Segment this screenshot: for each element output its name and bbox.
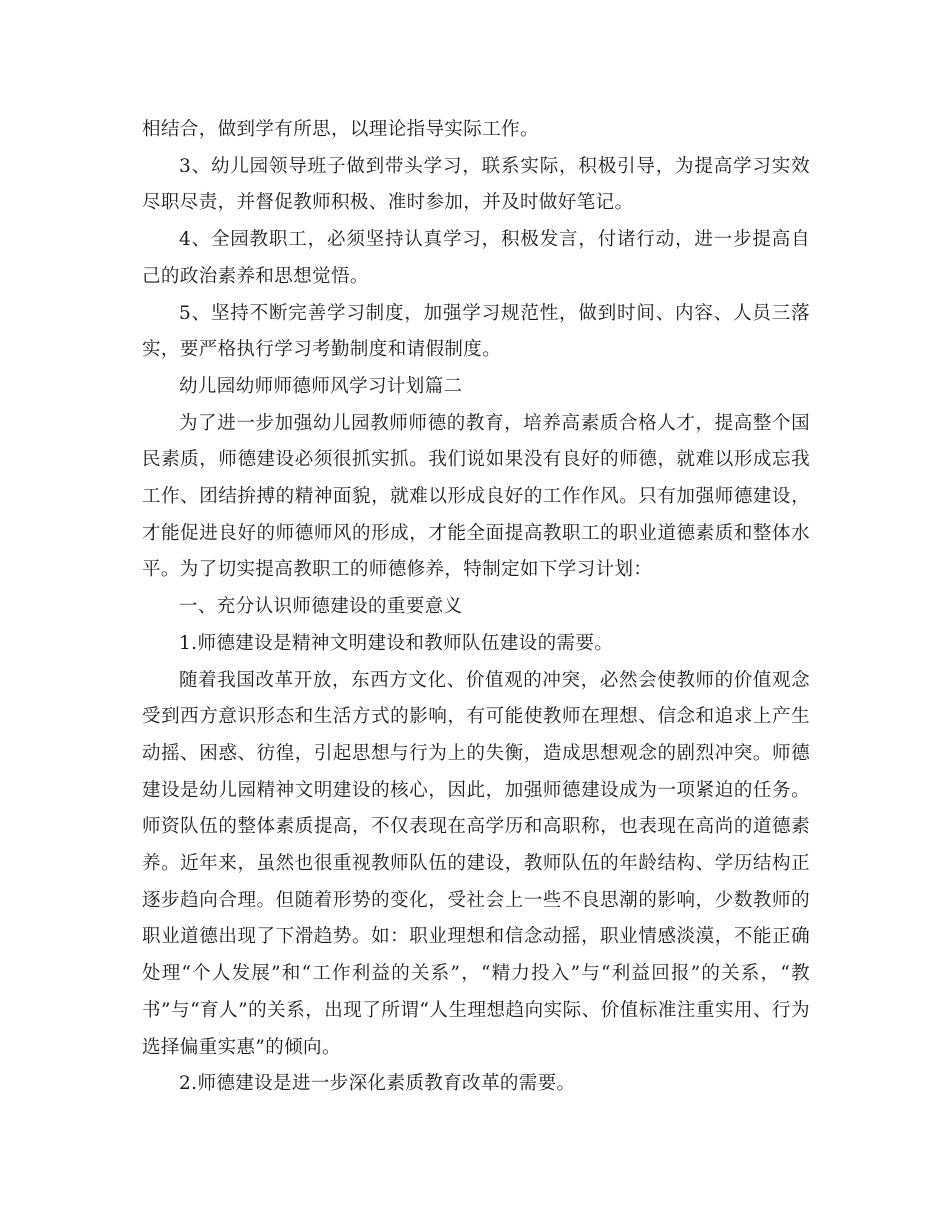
paragraph-item-5: 5、坚持不断完善学习制度，加强学习规范性，做到时间、内容、人员三落实，要严格执行学习考勤制度和请假制度。 [142, 302, 810, 361]
section-title: 幼儿园幼师师德师风学习计划篇二 [179, 375, 463, 397]
document-body [142, 112, 810, 1103]
paragraph-item-3: 3、幼儿园领导班子做到带头学习，联系实际，积极引导，为提高学习实效尽职尽责，并督促教师积极、准时参加，并及时做好笔记。 [142, 155, 810, 214]
subheading-1: 1.师德建设是精神文明建设和教师队伍建设的需要。 [179, 632, 614, 654]
paragraph-item-4: 4、全园教职工，必须坚持认真学习，积极发言，付诸行动，进一步提高自己的政治素养和思想觉悟。 [142, 229, 810, 287]
paragraph-continuation: 相结合，做到学有所思，以理论指导实际工作。 [142, 119, 539, 140]
paragraph-intro: 为了进一步加强幼儿园教师师德的教育，培养高素质合格人才，提高整个国民素质，师德建设必须很抓实抓。我们说如果没有良好的师德，就难以形成忘我工作、团结拚搏的精神面貌，就难以形成良好的工作作风。只有加强师德建设，才能促进良好的师德师风的形成，才能全面提高教职工的职业道德素质和整体水平。为了切实提高教职工的师德修养，特制定如下学习计划： [142, 412, 810, 581]
paragraph-body: 随着我国改革开放，东西方文化、价值观的冲突，必然会使教师的价值观念受到西方意识形态和生活方式的影响，有可能使教师在理想、信念和追求上产生动摇、困惑、彷徨，引起思想与行为上的失衡，造成思想观念的剧烈冲突。师德建设是幼儿园精神文明建设的核心，因此，加强师德建设成为一项紧迫的任务。师资队伍的整体素质提高，不仅表现在高学历和高职称，也表现在高尚的道德素养。近年来，虽然也很重视教师队伍的建设，教师队伍的年龄结构、学历结构正逐步趋向合理。但随着形势的变化，受社会上一些不良思潮的影响，少数教师的职业道德出现了下滑趋势。如：职业理想和信念动摇，职业情感淡漠，不能正确处理“个人发展”和“工作利益的关系”，“精力投入”与“利益回报”的关系，“教书”与“育人”的关系，出现了所谓“人生理想趋向实际、价值标准注重实用、行为选择偏重实惠”的倾向。 [142, 669, 810, 1058]
subheading-2: 2.师德建设是进一步深化素质教育改革的需要。 [179, 1073, 576, 1095]
heading-part-one: 一、充分认识师德建设的重要意义 [179, 596, 463, 618]
